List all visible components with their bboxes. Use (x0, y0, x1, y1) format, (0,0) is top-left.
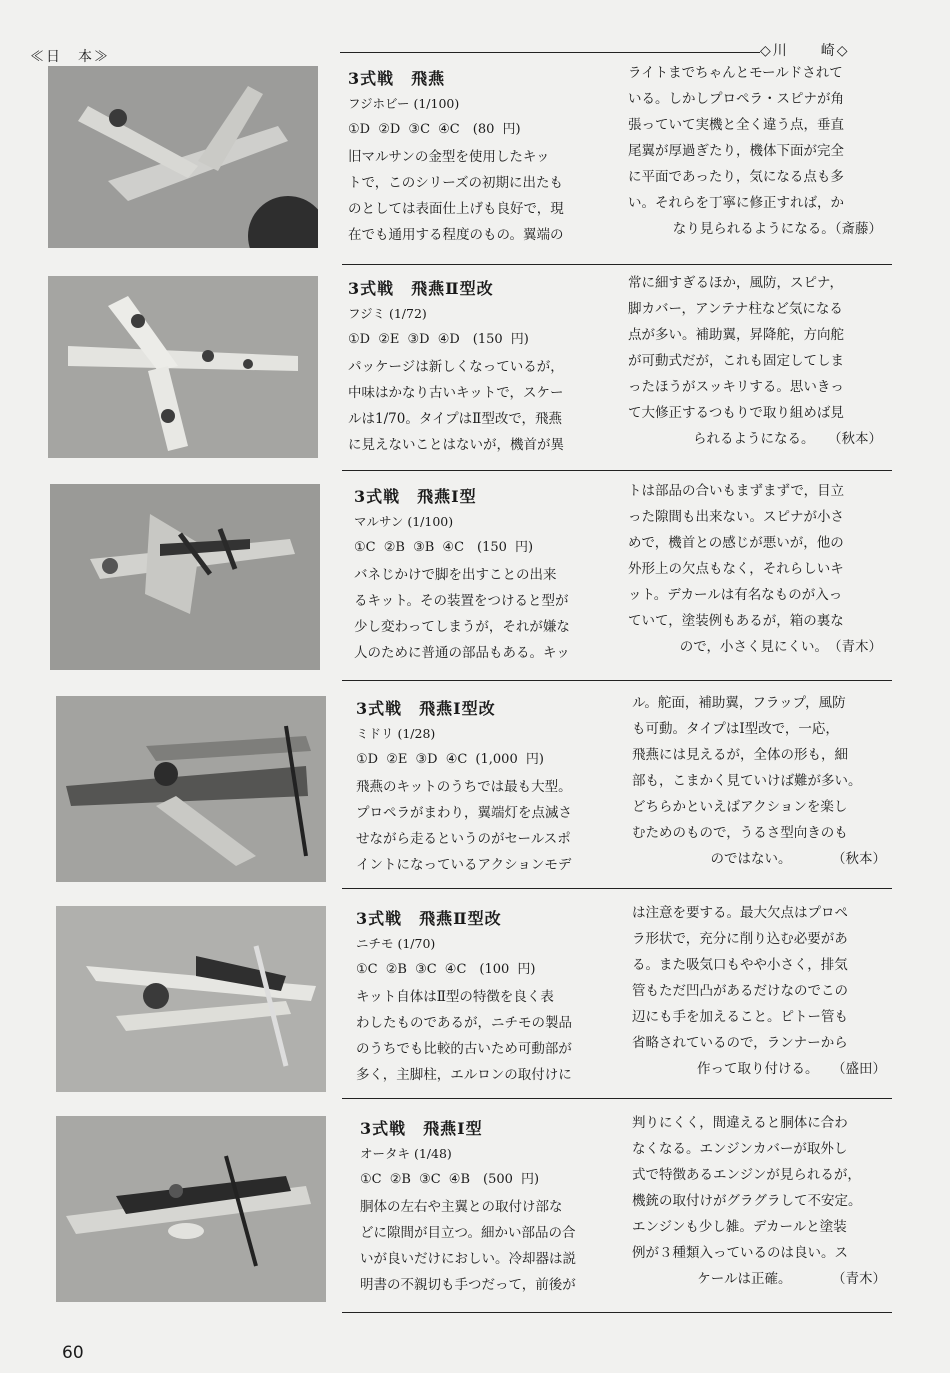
review-line: が可動式だが，これも固定してしま (628, 353, 844, 369)
entry-separator (342, 264, 892, 265)
review-line-author: ケールは正確。 （青木） (697, 1271, 886, 1287)
review-line: せながら走るというのがセールスポ (356, 831, 571, 847)
review-line: いが良いだけにおしい。冷却器は説 (360, 1251, 576, 1267)
entry-separator (342, 1098, 892, 1099)
kit-ratings: ①D ②E ③D ④D (150 円) (348, 332, 529, 347)
review-line-author: なり見られるようになる。（斎藤） (672, 221, 882, 237)
review-line-author: られるようになる。 （秋本） (693, 431, 882, 447)
entry-separator (342, 888, 892, 889)
kit-maker: フジミ (1/72) (348, 306, 427, 321)
review-line: る。また吸気口もやや小さく，排気 (632, 957, 848, 973)
entry-separator (342, 1312, 892, 1313)
review-line: プロペラがまわり，翼端灯を点滅さ (356, 805, 572, 821)
review-line: のうちでも比較的古いため可動部が (356, 1041, 572, 1057)
review-line: 尾翼が厚過ぎたり，機体下面が完全 (628, 143, 844, 159)
review-line: ったほうがスッキリする。思いきっ (628, 379, 844, 395)
review-line: いる。しかしプロペラ・スピナが角 (628, 91, 844, 107)
review-line: ライトまでちゃんとモールドされて (628, 65, 843, 81)
review-line-author: ので，小さく見にくい。 （青木） (679, 639, 882, 655)
review-line: なくなる。エンジンカバーが取外し (632, 1141, 848, 1157)
review-line: パッケージは新しくなっているが， (348, 359, 564, 375)
kit-ratings: ①D ②E ③D ④C (1,000 円) (356, 752, 544, 767)
kit-ratings: ①C ②B ③C ④C (100 円) (356, 962, 536, 977)
review-line: むためのもので，うるさ型向きのも (632, 825, 848, 841)
review-line: 常に細すぎるほか，風防，スピナ， (628, 275, 844, 291)
kit-title: 3式戦 飛燕Ⅱ型改 (356, 909, 502, 928)
review-line: 少し変わってしまうが，それが嫌な (354, 619, 570, 635)
section-label-kawasaki: ◇川 崎◇ (760, 43, 850, 59)
review-line: エンジンも少し雑。デカールと塗装 (632, 1219, 847, 1235)
review-line: 省略されているので，ランナーから (632, 1035, 848, 1051)
review-line: も可動。タイプはⅠ型改で，一応， (632, 721, 839, 737)
page-number: 60 (62, 1343, 84, 1363)
review-line: のとしては表面仕上げも良好で，現 (348, 201, 564, 217)
review-line: 人のために普通の部品もある。キッ (354, 645, 570, 661)
aircraft-photo (48, 66, 318, 248)
review-line: 機銃の取付けがグラグラして不安定。 (632, 1193, 862, 1209)
review-line: キット自体はⅡ型の特徴を良く表 (356, 989, 554, 1005)
review-line-author: のではない。 （秋本） (710, 851, 886, 867)
review-line: どちらかといえばアクションを楽し (632, 799, 848, 815)
review-line: どに隙間が目立つ。細かい部品の合 (360, 1225, 576, 1241)
review-line: ルは1/70。タイプはⅡ型改で，飛燕 (348, 411, 563, 427)
entry-separator (342, 680, 892, 681)
header-rule (340, 52, 760, 53)
section-label-japan: ≪日 本≫ (30, 49, 110, 65)
kit-ratings: ①D ②D ③C ④C (80 円) (348, 122, 521, 137)
review-line: 部も，こまかく見ていけば難が多い。 (632, 773, 862, 789)
review-line: 飛燕には見えるが，全体の形も，細 (632, 747, 848, 763)
review-line: 在でも通用する程度のもの。翼端の (348, 227, 564, 243)
review-line: 外形上の欠点もなく，それらしいキ (628, 561, 844, 577)
review-line: った隙間も出来ない。スピナが小さ (628, 509, 844, 525)
kit-title: 3式戦 飛燕Ⅰ型改 (356, 699, 496, 718)
review-line: 飛燕のキットのうちでは最も大型。 (356, 779, 572, 795)
entry-separator (342, 470, 892, 471)
kit-maker: マルサン (1/100) (354, 514, 454, 529)
review-line: ていて，塗装例もあるが，箱の裏な (628, 613, 844, 629)
review-line: 点が多い。補助翼，昇降舵，方向舵 (628, 327, 844, 343)
review-line: わしたものであるが，ニチモの製品 (356, 1015, 572, 1031)
kit-maker: ミドリ (1/28) (356, 726, 436, 741)
review-line: 中味はかなり古いキットで，スケー (348, 385, 564, 401)
review-line: 式で特徴あるエンジンが見られるが， (632, 1167, 861, 1183)
review-line: ット。デカールは有名なものが入っ (628, 587, 843, 603)
review-line: 辺にも手を加えること。ピトー管も (632, 1009, 848, 1025)
review-line: 張っていて実機と全く違う点，垂直 (628, 117, 844, 133)
aircraft-photo (50, 484, 320, 670)
review-line: めで，機首との感じが悪いが，他の (628, 535, 844, 551)
review-line: 管もただ凹凸があるだけなのでこの (632, 983, 848, 999)
review-line: 明書の不親切も手つだって，前後が (360, 1277, 576, 1293)
review-line: 例が３種類入っているのは良い。ス (632, 1245, 848, 1261)
review-line: トで，このシリーズの初期に出たも (348, 175, 564, 191)
review-line: 脚カバー，アンテナ柱など気になる (628, 301, 843, 317)
review-line: 判りにくく，間違えると胴体に合わ (632, 1115, 848, 1131)
review-line-author: 作って取り付ける。 （盛田） (697, 1061, 886, 1077)
kit-ratings: ①C ②B ③C ④B (500 円) (360, 1172, 540, 1187)
aircraft-photo (56, 696, 326, 882)
review-line: バネじかけで脚を出すことの出来 (354, 567, 557, 583)
kit-title: 3式戦 飛燕Ⅰ型 (360, 1119, 483, 1138)
kit-title: 3式戦 飛燕Ⅰ型 (354, 487, 477, 506)
review-line: イントになっているアクションモデ (356, 857, 572, 873)
review-line: 旧マルサンの金型を使用したキッ (348, 149, 550, 165)
review-line: に平面であったり，気になる点も多 (628, 169, 844, 185)
aircraft-photo (56, 906, 326, 1092)
kit-title: 3式戦 飛燕Ⅱ型改 (348, 279, 494, 298)
review-line: ラ形状で，充分に削り込む必要があ (632, 931, 848, 947)
aircraft-photo (56, 1116, 326, 1302)
review-line: に見えないことはないが，機首が異 (348, 437, 564, 453)
review-line: るキット。その装置をつけると型が (354, 593, 569, 609)
kit-maker: フジホビー (1/100) (348, 96, 460, 111)
review-line: は注意を要する。最大欠点はプロペ (632, 905, 848, 921)
review-line: 多く，主脚柱，エルロンの取付けに (356, 1067, 572, 1083)
kit-ratings: ①C ②B ③B ④C (150 円) (354, 540, 534, 555)
review-line: トは部品の合いもまずまずで，目立 (628, 483, 845, 499)
review-line: て大修正するつもりで取り組めば見 (628, 405, 844, 421)
kit-maker: ニチモ (1/70) (356, 936, 436, 951)
review-line: 胴体の左右や主翼との取付け部な (360, 1199, 563, 1215)
review-line: ル。舵面，補助翼，フラップ，風防 (632, 695, 846, 711)
kit-maker: オータキ (1/48) (360, 1146, 452, 1161)
aircraft-photo (48, 276, 318, 458)
review-line: い。それらを丁寧に修正すれば，か (628, 195, 844, 211)
kit-title: 3式戦 飛燕 (348, 69, 446, 88)
